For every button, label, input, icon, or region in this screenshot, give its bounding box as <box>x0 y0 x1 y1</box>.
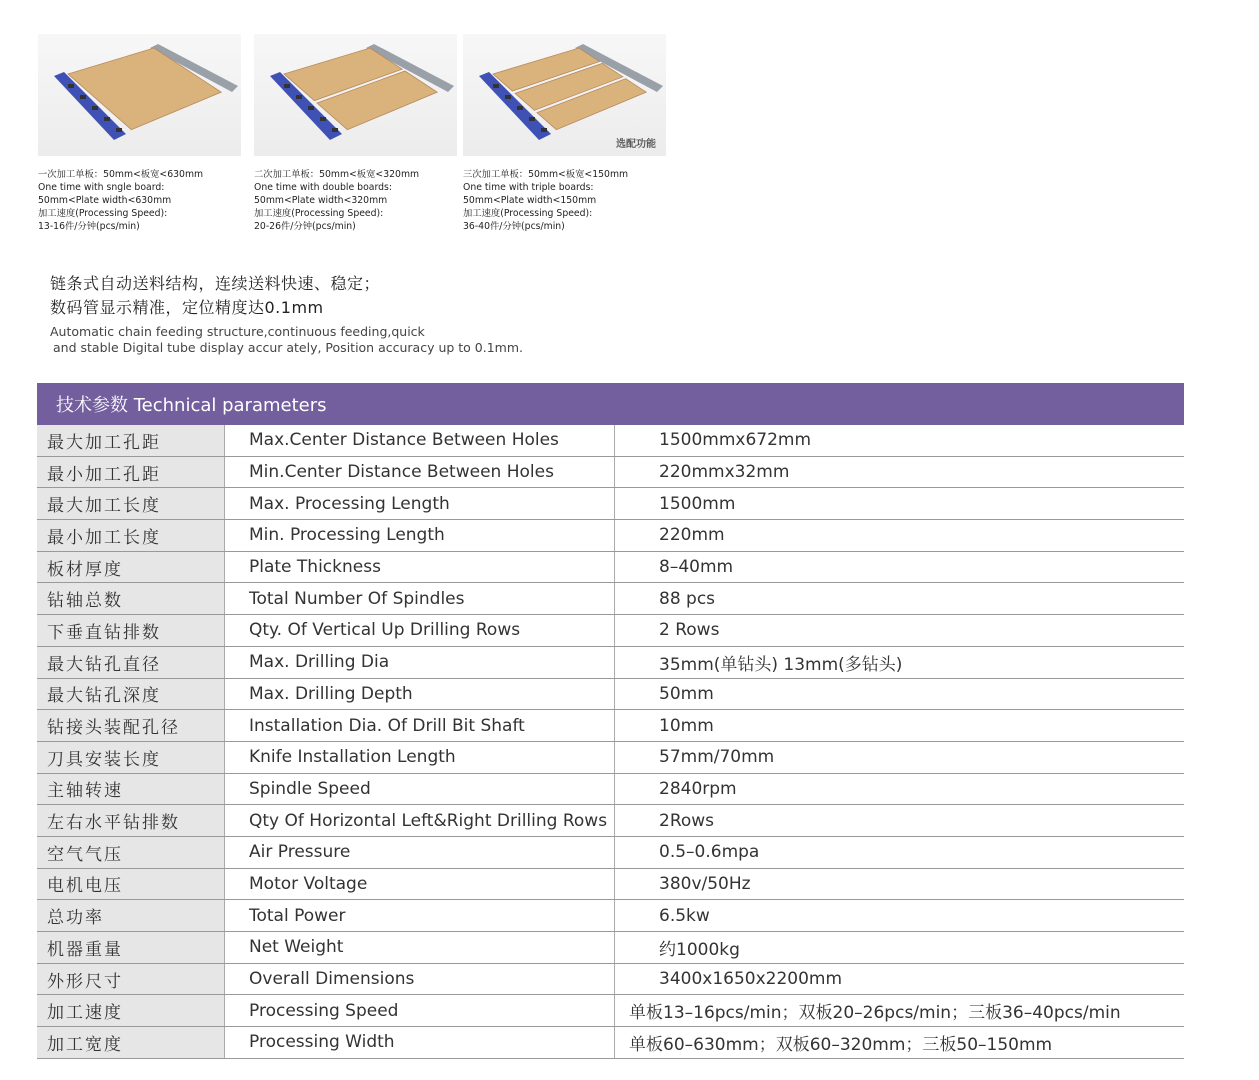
spec-row <box>37 425 1184 456</box>
machine-feeding-illustration <box>463 34 666 156</box>
spec-row <box>37 741 1184 773</box>
spec-param-en: Max. Drilling Dia <box>225 646 615 678</box>
spec-value: 88 pcs <box>615 583 1185 615</box>
caption-line: 50mm<Plate width<150mm <box>463 195 597 206</box>
spec-value: 6.5kw <box>615 900 1185 932</box>
spec-param-en: Max. Drilling Depth <box>225 678 615 710</box>
spec-param-zh: 总功率 <box>37 900 225 932</box>
intro-en-line: Automatic chain feeding structure,continuous feeding,quick <box>50 324 425 339</box>
intro-en-line: and stable Digital tube display accur ately, Position accuracy up to 0.1mm. <box>53 340 524 355</box>
caption-line: One time with triple boards: <box>463 182 594 193</box>
spec-value: 2Rows <box>615 805 1185 837</box>
spec-param-zh: 最大钻孔深度 <box>37 678 225 710</box>
spec-param-en: Min.Center Distance Between Holes <box>225 456 615 488</box>
feeding-mode-caption <box>38 168 243 233</box>
feeding-mode-card <box>254 34 459 233</box>
feeding-mode-card <box>38 34 243 233</box>
spec-param-en: Qty Of Horizontal Left&Right Drilling Rows <box>225 805 615 837</box>
spec-param-zh: 下垂直钻排数 <box>37 615 225 647</box>
feeding-mode-gallery <box>38 34 678 244</box>
caption-line: 加工速度(Processing Speed): <box>463 208 593 219</box>
caption-line: 36-40件/分钟(pcs/min) <box>463 221 565 232</box>
caption-line: 加工速度(Processing Speed): <box>254 208 384 219</box>
intro-zh-line: 数码管显示精准，定位精度达0.1mm <box>50 298 324 317</box>
spec-value: 220mm <box>615 520 1185 552</box>
spec-param-zh: 钻轴总数 <box>37 583 225 615</box>
spec-value: 0.5–0.6mpa <box>615 836 1185 868</box>
spec-param-en: Air Pressure <box>225 836 615 868</box>
spec-param-zh: 最小加工长度 <box>37 520 225 552</box>
spec-row <box>37 773 1184 805</box>
spec-param-en: Overall Dimensions <box>225 963 615 995</box>
spec-row <box>37 805 1184 837</box>
spec-param-en: Knife Installation Length <box>225 741 615 773</box>
spec-row <box>37 583 1184 615</box>
spec-row <box>37 646 1184 678</box>
spec-title: 技术参数 Technical parameters <box>37 383 1184 425</box>
spec-value: 220mmx32mm <box>615 456 1185 488</box>
caption-line: One time with sngle board: <box>38 182 165 193</box>
spec-row <box>37 456 1184 488</box>
spec-value: 2 Rows <box>615 615 1185 647</box>
spec-param-en: Max. Processing Length <box>225 488 615 520</box>
spec-param-en: Installation Dia. Of Drill Bit Shaft <box>225 710 615 742</box>
spec-row <box>37 551 1184 583</box>
caption-line: 三次加工单板：50mm<板宽<150mm <box>463 169 629 180</box>
spec-row <box>37 1027 1184 1059</box>
optional-feature-badge: 选配功能 <box>616 139 656 150</box>
spec-param-zh: 外形尺寸 <box>37 963 225 995</box>
spec-value: 单板13–16pcs/min；双板20–26pcs/min；三板36–40pcs/min <box>615 995 1185 1027</box>
spec-value: 8–40mm <box>615 551 1185 583</box>
spec-param-zh: 左右水平钻排数 <box>37 805 225 837</box>
spec-row <box>37 488 1184 520</box>
intro-zh <box>50 272 523 320</box>
spec-param-en: Processing Speed <box>225 995 615 1027</box>
spec-value: 57mm/70mm <box>615 741 1185 773</box>
machine-feeding-illustration <box>38 34 241 156</box>
feeding-mode-caption <box>254 168 459 233</box>
spec-param-zh: 最大加工孔距 <box>37 425 225 456</box>
spec-param-zh: 最大加工长度 <box>37 488 225 520</box>
spec-param-en: Motor Voltage <box>225 868 615 900</box>
caption-line: 加工速度(Processing Speed): <box>38 208 168 219</box>
spec-param-zh: 板材厚度 <box>37 551 225 583</box>
spec-param-en: Total Power <box>225 900 615 932</box>
spec-value: 50mm <box>615 678 1185 710</box>
spec-value: 3400x1650x2200mm <box>615 963 1185 995</box>
intro-zh-line: 链条式自动送料结构，连续送料快速、稳定； <box>50 274 381 293</box>
spec-param-zh: 机器重量 <box>37 932 225 964</box>
spec-value: 35mm(单钻头) 13mm(多钻头) <box>615 646 1185 678</box>
spec-param-zh: 加工速度 <box>37 995 225 1027</box>
spec-param-en: Net Weight <box>225 932 615 964</box>
caption-line: 二次加工单板：50mm<板宽<320mm <box>254 169 420 180</box>
machine-feeding-illustration <box>254 34 457 156</box>
spec-value: 1500mm <box>615 488 1185 520</box>
caption-line: 13-16件/分钟(pcs/min) <box>38 221 140 232</box>
spec-value: 10mm <box>615 710 1185 742</box>
spec-param-zh: 最小加工孔距 <box>37 456 225 488</box>
spec-param-en: Qty. Of Vertical Up Drilling Rows <box>225 615 615 647</box>
spec-param-zh: 主轴转速 <box>37 773 225 805</box>
spec-section <box>37 383 1184 1059</box>
spec-param-zh: 钻接头装配孔径 <box>37 710 225 742</box>
intro-en <box>50 324 523 356</box>
caption-line: 50mm<Plate width<320mm <box>254 195 388 206</box>
spec-row <box>37 678 1184 710</box>
spec-row <box>37 963 1184 995</box>
caption-line: 20-26件/分钟(pcs/min) <box>254 221 356 232</box>
spec-param-zh: 加工宽度 <box>37 1027 225 1059</box>
feeding-mode-card <box>463 34 668 233</box>
spec-param-zh: 电机电压 <box>37 868 225 900</box>
spec-param-zh: 空气气压 <box>37 836 225 868</box>
spec-row <box>37 836 1184 868</box>
spec-param-zh: 刀具安装长度 <box>37 741 225 773</box>
spec-param-en: Plate Thickness <box>225 551 615 583</box>
spec-row <box>37 900 1184 932</box>
spec-row <box>37 932 1184 964</box>
spec-row <box>37 615 1184 647</box>
spec-row <box>37 868 1184 900</box>
caption-line: One time with double boards: <box>254 182 392 193</box>
spec-value: 380v/50Hz <box>615 868 1185 900</box>
feeding-mode-caption <box>463 168 668 233</box>
spec-row <box>37 520 1184 552</box>
spec-param-zh: 最大钻孔直径 <box>37 646 225 678</box>
caption-line: 50mm<Plate width<630mm <box>38 195 172 206</box>
spec-param-en: Total Number Of Spindles <box>225 583 615 615</box>
feature-intro <box>50 272 523 356</box>
spec-row <box>37 995 1184 1027</box>
caption-line: 一次加工单板：50mm<板宽<630mm <box>38 169 204 180</box>
spec-value: 1500mmx672mm <box>615 425 1185 456</box>
spec-table <box>37 425 1184 1059</box>
spec-param-en: Max.Center Distance Between Holes <box>225 425 615 456</box>
spec-param-en: Spindle Speed <box>225 773 615 805</box>
spec-value: 单板60–630mm；双板60–320mm；三板50–150mm <box>615 1027 1185 1059</box>
spec-param-en: Min. Processing Length <box>225 520 615 552</box>
spec-value: 约1000kg <box>615 932 1185 964</box>
spec-row <box>37 710 1184 742</box>
spec-param-en: Processing Width <box>225 1027 615 1059</box>
spec-value: 2840rpm <box>615 773 1185 805</box>
